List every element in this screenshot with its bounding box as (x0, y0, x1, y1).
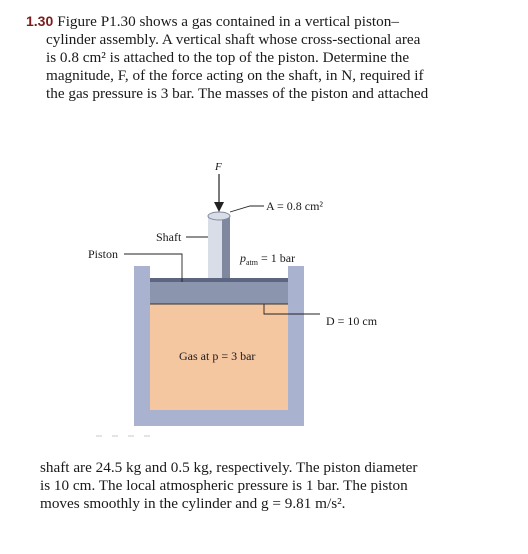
piston-label: Piston (88, 247, 119, 261)
problem-line-2: cylinder assembly. A vertical shaft whose cross-sectional area (46, 31, 421, 48)
piston-leader-line (124, 254, 182, 282)
shaft-shading (222, 216, 230, 278)
problem-line-4: magnitude, F, of the force acting on the shaft, in N, required if (46, 67, 424, 84)
cylinder-bottom-wall (134, 410, 304, 426)
problem-line-3: is 0.8 cm² is attached to the top of the piston. Determine the (46, 49, 410, 66)
diameter-label: D = 10 cm (326, 314, 378, 328)
shaft-top-face (208, 212, 230, 220)
cylinder-right-wall (288, 266, 304, 426)
force-arrow-head (214, 202, 224, 212)
shaft-label: Shaft (156, 230, 182, 244)
piston-top-edge (150, 278, 288, 282)
problem-number: 1.30 (26, 13, 54, 29)
force-label: F (215, 161, 222, 173)
gas-label: Gas at p = 3 bar (179, 349, 256, 363)
problem-line-5: the gas pressure is 3 bar. The masses of the piston and attached (46, 85, 429, 102)
cylinder-left-wall (134, 266, 150, 426)
area-label: A = 0.8 cm² (266, 199, 324, 213)
area-leader-line (230, 206, 264, 212)
patm-label: $p_{atm} = 1$ bar (240, 251, 296, 267)
problem-continuation (40, 459, 417, 513)
problem-line-1: 1.30 Figure P1.30 shows a gas contained in a vertical piston– (26, 13, 399, 30)
continuation-line-3: moves smoothly in the cylinder and g = 9.81 m/s². (40, 495, 346, 512)
continuation-line-2: is 10 cm. The local atmospheric pressure is 1 bar. The piston (40, 477, 408, 494)
continuation-line-1: shaft are 24.5 kg and 0.5 kg, respectively. The piston diameter (40, 459, 418, 476)
